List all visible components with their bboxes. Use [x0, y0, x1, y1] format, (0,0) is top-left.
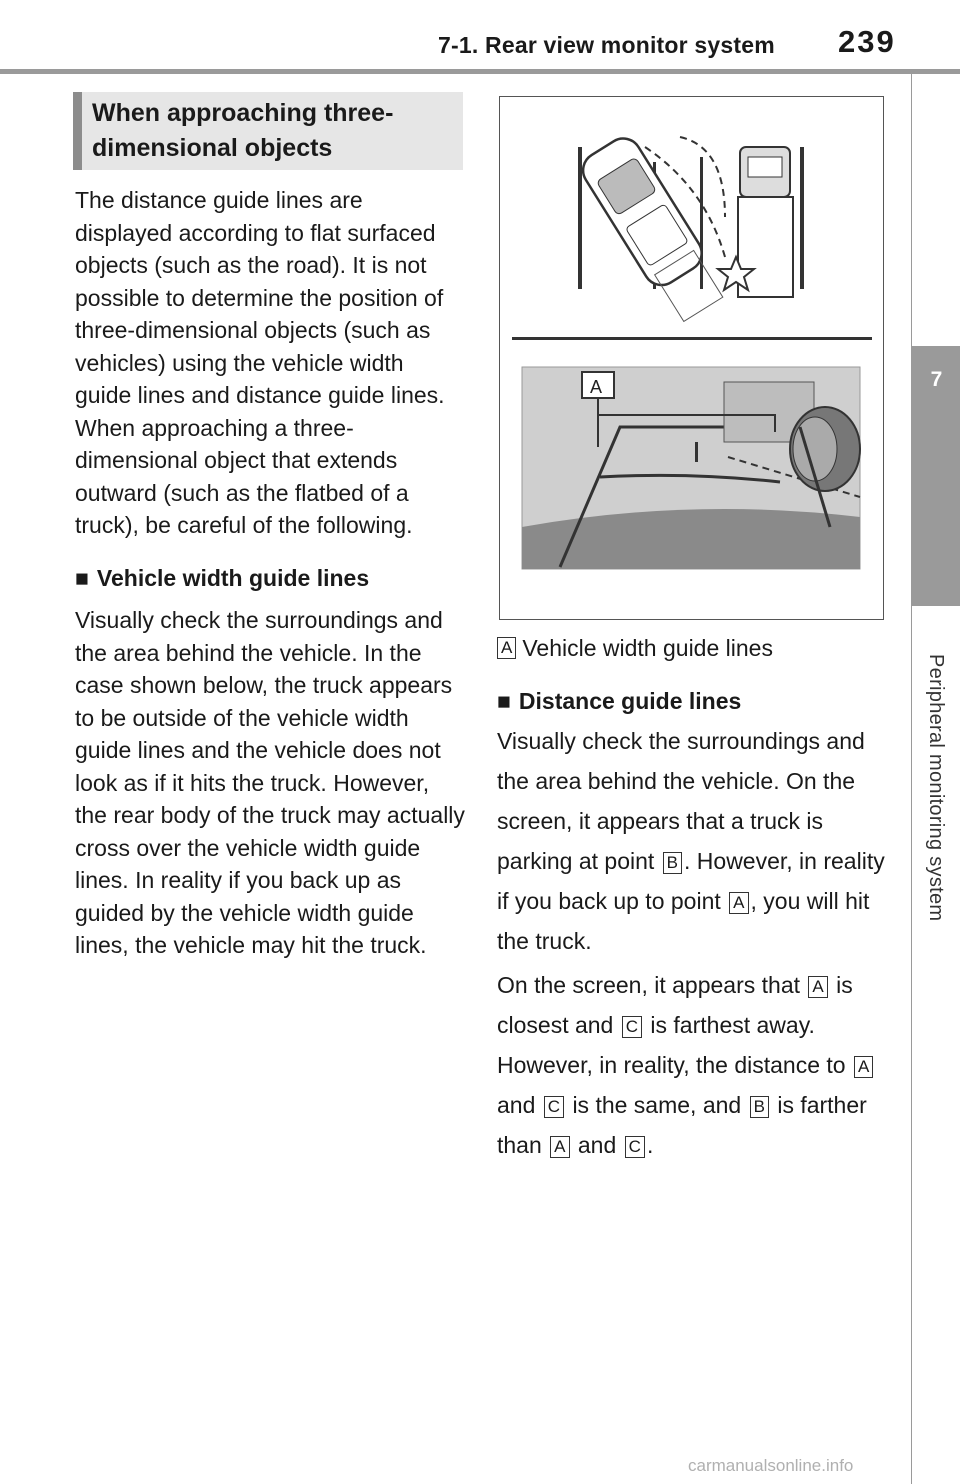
- watermark: carmanualsonline.info: [688, 1456, 854, 1475]
- chapter-tab-box: [912, 346, 960, 606]
- section-heading: When approaching three-dimensional objects: [73, 92, 463, 170]
- figure-legend: [497, 632, 897, 665]
- bullet-square: ■: [75, 564, 89, 591]
- point-label-b: B: [750, 1096, 769, 1118]
- left-column: [75, 184, 465, 962]
- point-label-c: C: [625, 1136, 645, 1158]
- parking-line-left: [578, 147, 582, 289]
- text-span: and: [497, 1092, 536, 1118]
- vehicle-width-heading: [75, 562, 465, 595]
- point-label-c: C: [544, 1096, 564, 1118]
- chapter-number: 7: [930, 368, 943, 391]
- text-span: Visually check the surroundings and the area behind the vehicle. On the screen, it appears that a truck is parking at point: [497, 728, 865, 874]
- distance-heading: [497, 685, 897, 718]
- point-label-c: C: [622, 1016, 642, 1038]
- distance-paragraph-1: [497, 721, 897, 961]
- point-label-b: B: [663, 852, 682, 874]
- text-span: is farthest away. However, in reality, the distance to: [497, 1012, 846, 1078]
- text-span: is farther than: [497, 1092, 867, 1158]
- chapter-title: Peripheral monitoring system: [925, 654, 947, 922]
- legend-label: A: [497, 637, 516, 659]
- reversing-car: [576, 132, 729, 326]
- page-number: 239: [838, 24, 896, 59]
- text-span: and: [577, 1132, 617, 1158]
- rear-view-illustration: [499, 96, 884, 620]
- bullet-square-2: ■: [497, 687, 511, 714]
- distance-paragraph-2: [497, 965, 897, 1165]
- distance-title: Distance guide lines: [518, 687, 742, 714]
- side-tab: [911, 74, 960, 1484]
- divider-line: [512, 337, 872, 340]
- legend-text: Vehicle width guide lines: [522, 635, 773, 661]
- point-label-a: A: [729, 892, 748, 914]
- illustration-svg: [500, 97, 883, 619]
- header-rule: [0, 69, 960, 74]
- text-span: On the screen, it appears that: [497, 972, 801, 998]
- camera-view: [522, 367, 860, 569]
- right-column: [497, 632, 897, 1165]
- figure-callout-a: A: [590, 377, 603, 397]
- parking-scene: [512, 132, 872, 340]
- vehicle-width-title: Vehicle width guide lines: [96, 564, 370, 591]
- intro-paragraph: The distance guide lines are displayed according to flat surfaced objects (such as the road). It is not possible to determine the position of three-dimensional objects (such as vehicles) using the vehicle width guide lines and distance guide lines. When approaching a three-dimensional object that extends outward (such as the flatbed of a truck), be careful of the following.: [75, 187, 445, 538]
- parking-line-mid2: [700, 157, 703, 289]
- point-label-a: A: [808, 976, 827, 998]
- text-span: , you will hit the truck.: [497, 888, 870, 954]
- point-label-a: A: [550, 1136, 569, 1158]
- parking-line-right: [800, 147, 804, 289]
- header-title: 7-1. Rear view monitor system: [438, 32, 775, 58]
- text-span: is the same, and: [572, 1092, 742, 1118]
- text-span: is closest and: [497, 972, 853, 1038]
- point-label-a: A: [854, 1056, 873, 1078]
- text-span: .: [646, 1132, 654, 1158]
- text-span: . However, in reality if you back up to point: [497, 848, 885, 914]
- vehicle-width-paragraph: Visually check the surroundings and the area behind the vehicle. In the case shown below, the truck appears to be outside of the vehicle width guide lines and the vehicle does not look as if it hits the truck. However, the rear body of the truck may actually cross over the vehicle width guide lines. In reality if you back up as guided by the vehicle width guide lines, the vehicle may hit the truck.: [75, 607, 465, 958]
